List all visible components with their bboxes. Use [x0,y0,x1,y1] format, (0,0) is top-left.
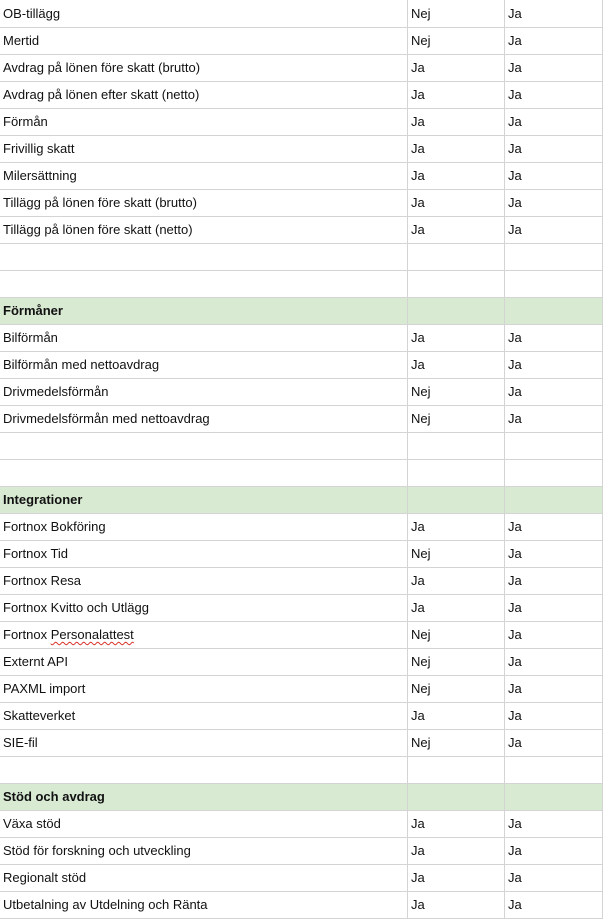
value-cell-1[interactable]: Nej [408,379,505,405]
value-cell-2[interactable]: Ja [505,649,603,675]
empty-row [0,433,603,460]
value-cell-2[interactable]: Ja [505,514,603,540]
table-row [0,0,603,28]
value-cell-1[interactable] [408,271,505,297]
label-cell[interactable]: Fortnox Bokföring [0,514,408,540]
section-header-row [0,298,603,325]
value-cell-1[interactable]: Nej [408,730,505,756]
value-cell-2[interactable]: Ja [505,325,603,351]
value-cell-2[interactable] [505,757,603,783]
value-cell-1[interactable]: Nej [408,28,505,54]
label-cell[interactable]: Skatteverket [0,703,408,729]
value-cell-1[interactable]: Ja [408,865,505,891]
table-row [0,109,603,136]
value-cell-2[interactable]: Ja [505,568,603,594]
value-cell-1[interactable]: Ja [408,352,505,378]
value-cell-2[interactable]: Ja [505,622,603,648]
value-cell-1[interactable]: Ja [408,163,505,189]
value-cell-2[interactable]: Ja [505,892,603,918]
value-cell-2[interactable] [505,784,603,810]
table-row [0,379,603,406]
label-cell[interactable]: Mertid [0,28,408,54]
value-cell-1[interactable]: Nej [408,622,505,648]
label-cell[interactable]: PAXML import [0,676,408,702]
value-cell-2[interactable]: Ja [505,163,603,189]
section-header-row [0,487,603,514]
value-cell-2[interactable] [505,487,603,513]
section-title-cell[interactable]: Förmåner [0,298,408,324]
value-cell-1[interactable]: Ja [408,55,505,81]
table-row [0,163,603,190]
table-row [0,514,603,541]
label-cell[interactable]: Växa stöd [0,811,408,837]
label-cell[interactable]: OB-tillägg [0,0,408,27]
value-cell-2[interactable]: Ja [505,676,603,702]
value-cell-1[interactable]: Nej [408,0,505,27]
value-cell-1[interactable] [408,757,505,783]
value-cell-2[interactable]: Ja [505,352,603,378]
label-cell[interactable]: Milersättning [0,163,408,189]
value-cell-2[interactable]: Ja [505,838,603,864]
label-cell[interactable]: Tillägg på lönen före skatt (netto) [0,217,408,243]
value-cell-2[interactable]: Ja [505,0,603,27]
value-cell-2[interactable]: Ja [505,55,603,81]
table-row [0,595,603,622]
value-cell-1[interactable]: Ja [408,703,505,729]
value-cell-2[interactable]: Ja [505,811,603,837]
value-cell-1[interactable] [408,244,505,270]
label-cell[interactable]: Bilförmån med nettoavdrag [0,352,408,378]
value-cell-2[interactable]: Ja [505,541,603,567]
table-row [0,136,603,163]
value-cell-1[interactable]: Ja [408,811,505,837]
value-cell-2[interactable]: Ja [505,730,603,756]
value-cell-2[interactable]: Ja [505,136,603,162]
value-cell-1[interactable]: Ja [408,190,505,216]
value-cell-2[interactable]: Ja [505,109,603,135]
label-cell[interactable]: Bilförmån [0,325,408,351]
section-title-cell[interactable]: Stöd och avdrag [0,784,408,810]
value-cell-2[interactable]: Ja [505,82,603,108]
label-cell[interactable]: SIE-fil [0,730,408,756]
value-cell-2[interactable]: Ja [505,217,603,243]
label-cell[interactable]: Externt API [0,649,408,675]
table-row [0,541,603,568]
empty-row [0,757,603,784]
value-cell-1[interactable]: Ja [408,892,505,918]
label-cell[interactable]: Utbetalning av Utdelning och Ränta [0,892,408,918]
table-row [0,325,603,352]
label-cell[interactable] [0,757,408,783]
value-cell-1[interactable]: Ja [408,325,505,351]
table-row [0,28,603,55]
value-cell-2[interactable] [505,271,603,297]
label-cell[interactable]: Stöd för forskning och utveckling [0,838,408,864]
label-cell[interactable]: Drivmedelsförmån med nettoavdrag [0,406,408,432]
value-cell-1[interactable]: Ja [408,514,505,540]
value-cell-1[interactable]: Ja [408,136,505,162]
value-cell-2[interactable]: Ja [505,379,603,405]
empty-row [0,244,603,271]
label-cell[interactable]: Drivmedelsförmån [0,379,408,405]
table-row [0,190,603,217]
value-cell-2[interactable]: Ja [505,595,603,621]
value-cell-1[interactable]: Nej [408,676,505,702]
label-cell[interactable]: Fortnox Resa [0,568,408,594]
spellcheck-flagged-word: Personalattest [50,627,134,642]
table-row [0,703,603,730]
value-cell-1[interactable]: Ja [408,82,505,108]
label-cell[interactable] [0,271,408,297]
value-cell-1[interactable] [408,298,505,324]
table-row [0,568,603,595]
table-row [0,892,603,919]
value-cell-2[interactable] [505,460,603,486]
table-row [0,865,603,892]
label-cell[interactable]: Avdrag på lönen efter skatt (netto) [0,82,408,108]
table-row [0,676,603,703]
table-row [0,811,603,838]
value-cell-1[interactable]: Nej [408,541,505,567]
value-cell-2[interactable]: Ja [505,406,603,432]
label-cell[interactable]: Avdrag på lönen före skatt (brutto) [0,55,408,81]
value-cell-1[interactable] [408,460,505,486]
table-row [0,217,603,244]
label-cell[interactable]: Fortnox Personalattest [0,622,408,648]
value-cell-1[interactable]: Ja [408,595,505,621]
label-cell[interactable]: Tillägg på lönen före skatt (brutto) [0,190,408,216]
table-row [0,55,603,82]
table-row [0,406,603,433]
table-row [0,352,603,379]
value-cell-2[interactable]: Ja [505,190,603,216]
value-cell-1[interactable]: Nej [408,649,505,675]
label-cell[interactable]: Fortnox Kvitto och Utlägg [0,595,408,621]
section-header-row [0,784,603,811]
value-cell-2[interactable]: Ja [505,865,603,891]
label-cell[interactable]: Regionalt stöd [0,865,408,891]
table-row [0,649,603,676]
value-cell-1[interactable] [408,487,505,513]
value-cell-2[interactable] [505,298,603,324]
value-cell-1[interactable] [408,433,505,459]
value-cell-1[interactable] [408,784,505,810]
table-row [0,730,603,757]
value-cell-1[interactable]: Ja [408,568,505,594]
value-cell-1[interactable]: Nej [408,406,505,432]
value-cell-1[interactable]: Ja [408,109,505,135]
table-row [0,622,603,649]
label-cell[interactable] [0,244,408,270]
label-cell[interactable] [0,433,408,459]
value-cell-2[interactable]: Ja [505,703,603,729]
empty-row [0,460,603,487]
label-cell[interactable] [0,460,408,486]
value-cell-2[interactable] [505,433,603,459]
table-row [0,82,603,109]
label-cell[interactable]: Frivillig skatt [0,136,408,162]
table-row [0,838,603,865]
value-cell-1[interactable]: Ja [408,838,505,864]
section-title-cell[interactable]: Integrationer [0,487,408,513]
value-cell-2[interactable]: Ja [505,28,603,54]
value-cell-1[interactable]: Ja [408,217,505,243]
empty-row [0,271,603,298]
label-cell[interactable]: Fortnox Tid [0,541,408,567]
label-cell[interactable]: Förmån [0,109,408,135]
value-cell-2[interactable] [505,244,603,270]
